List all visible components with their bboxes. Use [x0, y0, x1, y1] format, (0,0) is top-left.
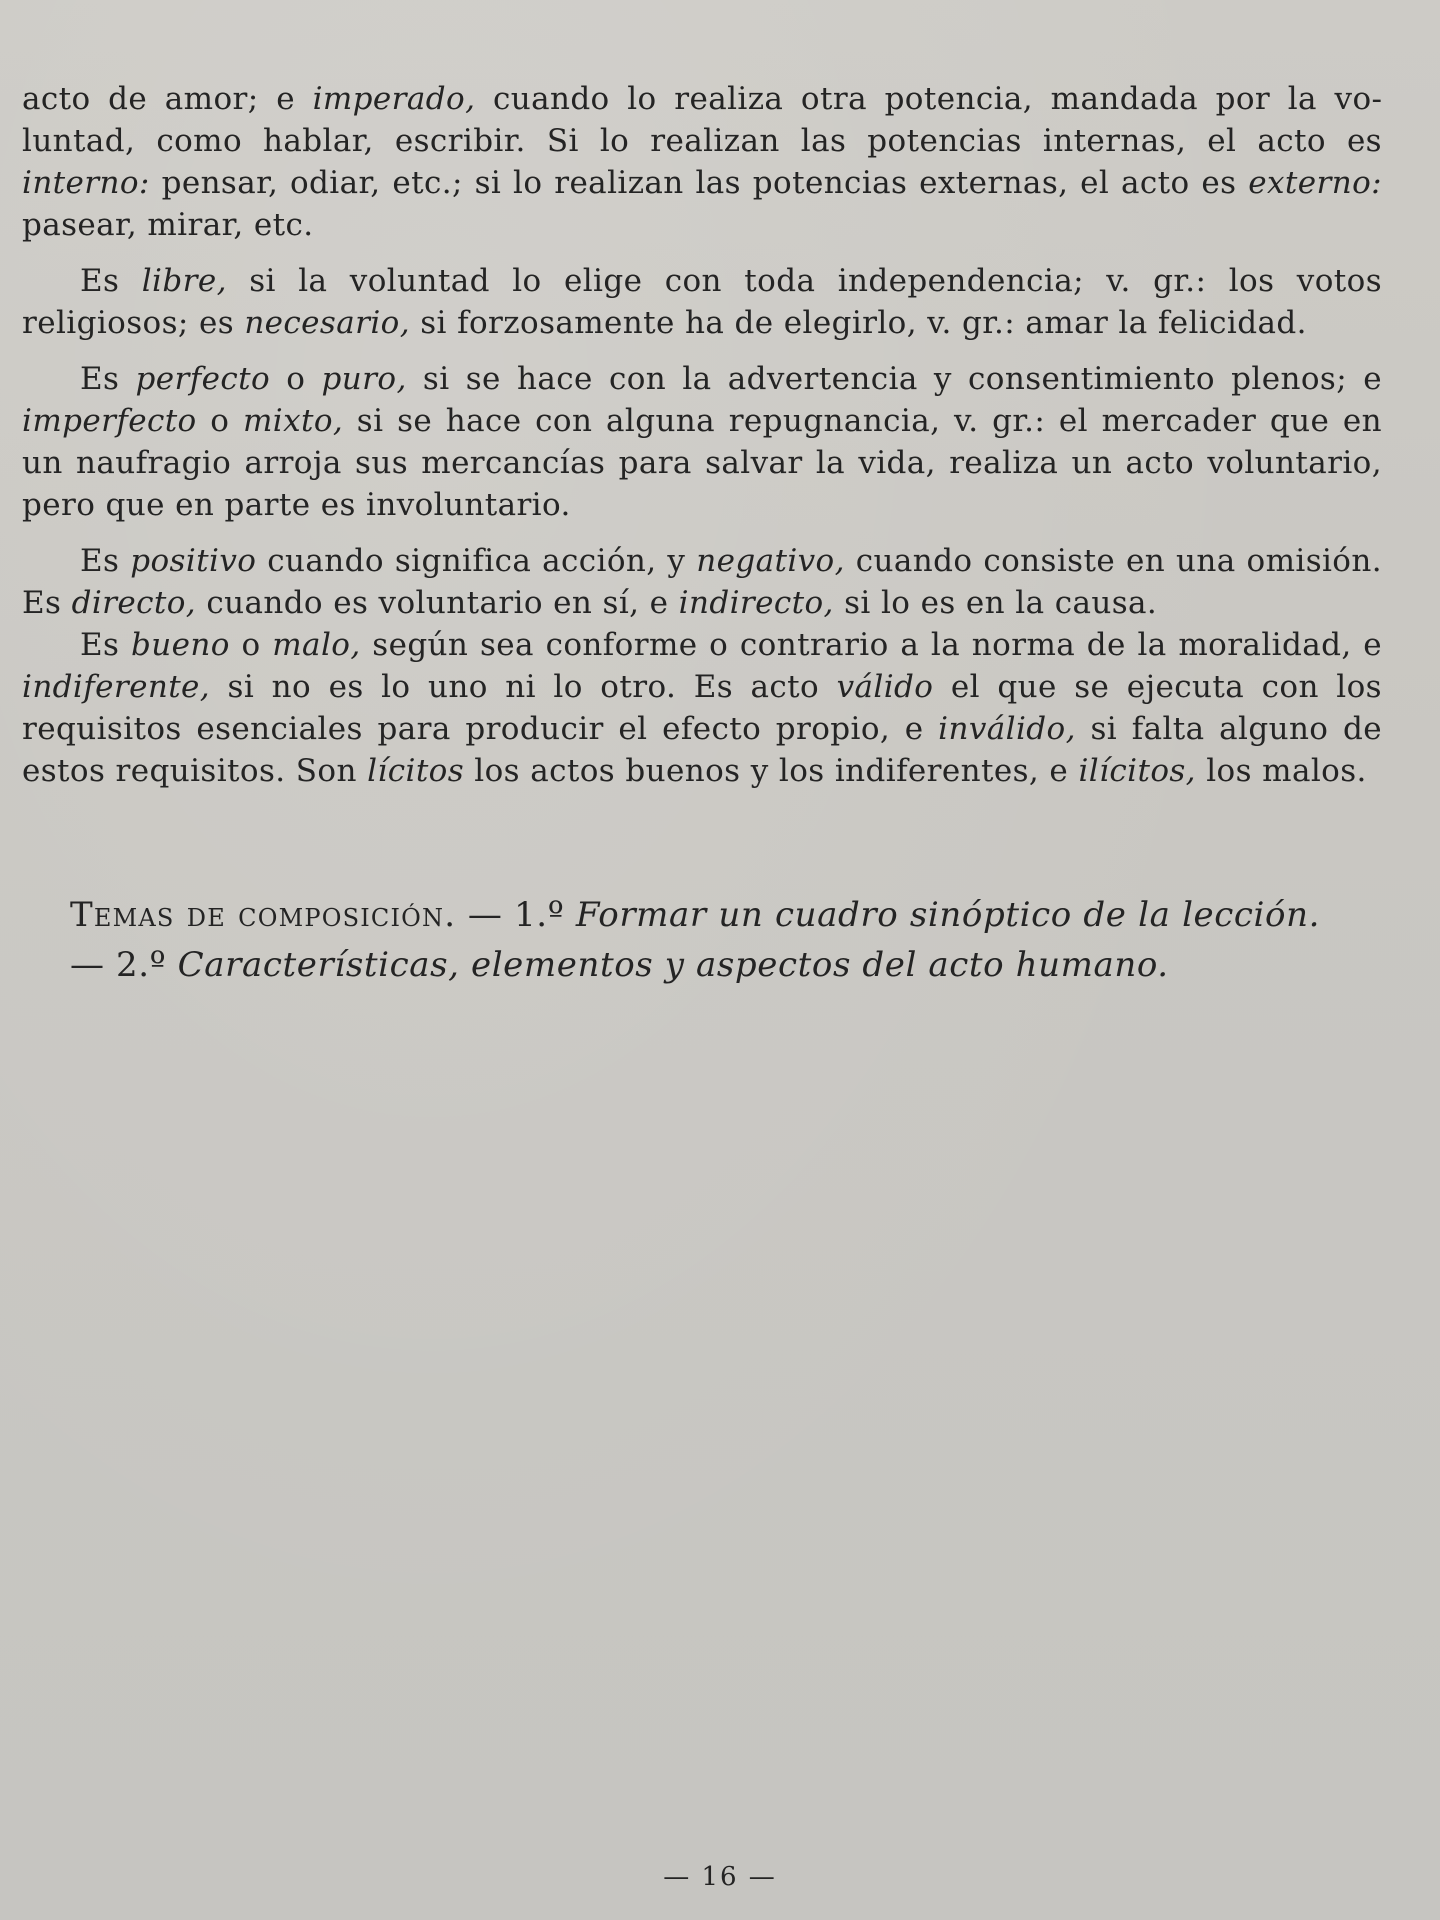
text-run: si no es lo uno ni lo otro. Es acto — [210, 669, 837, 705]
text-run: cuando consiste en una omisión. Es — [22, 543, 1382, 621]
text-run: según sea conforme o contrario a la norma de la moralidad, e — [360, 627, 1383, 663]
paragraph — [22, 78, 1382, 246]
text-run: Es — [80, 361, 136, 397]
text-run: o — [229, 627, 273, 663]
text-run: acto de amor; e — [22, 81, 313, 117]
paragraph — [22, 540, 1382, 624]
text-run: pasear, mirar, etc. — [22, 207, 314, 243]
italic-term: perfecto — [135, 361, 271, 397]
text-run: cuando es voluntario en sí, e — [196, 585, 679, 621]
italic-term: puro, — [321, 361, 407, 397]
text-run: si lo es en la causa. — [833, 585, 1158, 621]
text-run: cuando significa acción, y — [256, 543, 697, 579]
italic-term: válido — [836, 669, 934, 705]
italic-term: mixto, — [242, 403, 344, 439]
text-run: — 1.º — [456, 895, 576, 935]
page-number: — 16 — — [663, 1862, 777, 1892]
italic-term: directo, — [71, 585, 197, 621]
paragraph — [22, 624, 1382, 792]
text-run: cuando lo realiza otra potencia, mandada por la voluntad, como hablar, escribir. Si lo realizan las potencias internas, el acto es — [22, 81, 1382, 159]
italic-term: ilícitos, — [1078, 753, 1196, 789]
text-run: si se hace con la advertencia y consentimiento plenos; e — [406, 361, 1382, 397]
text-run: — 2.º — [70, 945, 178, 985]
italic-term: imperado, — [312, 81, 476, 117]
text-run: el que se ejecuta con los requisitos esenciales para producir el efecto propio, e — [22, 669, 1382, 747]
composition-heading: Temas de composición. — [70, 895, 457, 935]
text-run: o — [270, 361, 322, 397]
italic-term: imperfecto — [22, 403, 197, 439]
italic-term: lícitos — [367, 753, 465, 789]
italic-term: malo, — [272, 627, 361, 663]
text-run: los malos. — [1195, 753, 1367, 789]
text-run: pensar, odiar, etc.; si lo realizan las potencias externas, el acto es — [149, 165, 1249, 201]
italic-term: positivo — [130, 543, 257, 579]
composition-topics — [70, 890, 1320, 990]
italic-term: indiferente, — [22, 669, 211, 705]
text-run: Es — [80, 263, 142, 299]
italic-term: inválido, — [938, 711, 1076, 747]
italic-term: Formar un cuadro sinóptico de la lección. — [575, 895, 1320, 935]
paragraph — [22, 260, 1382, 344]
italic-term: libre, — [141, 263, 227, 299]
italic-term: negativo, — [696, 543, 845, 579]
italic-term: bueno — [131, 627, 230, 663]
text-run: si la voluntad lo elige con toda independencia; v. gr.: los votos religiosos; es — [22, 263, 1383, 341]
paragraph — [22, 358, 1382, 526]
body-text — [22, 78, 1382, 806]
italic-term: interno: — [22, 165, 150, 201]
italic-term: externo: — [1248, 165, 1382, 201]
italic-term: Características, elementos y aspectos del acto humano. — [177, 945, 1169, 985]
italic-term: necesario, — [244, 305, 410, 341]
text-run: si falta alguno de estos requisitos. Son — [22, 711, 1382, 789]
italic-term: indirecto, — [678, 585, 834, 621]
text-run: si se hace con alguna repugnancia, v. gr.: el mercader que en un naufragio arroja sus mercancías para salvar la vida, realiza un acto voluntario, pero que en parte es involuntario. — [22, 403, 1382, 523]
text-run: Es — [80, 627, 132, 663]
text-run: Es — [80, 543, 131, 579]
text-run: los actos buenos y los indiferentes, e — [464, 753, 1079, 789]
text-run: si forzosamente ha de elegirlo, v. gr.: amar la felicidad. — [409, 305, 1307, 341]
text-run: o — [196, 403, 243, 439]
